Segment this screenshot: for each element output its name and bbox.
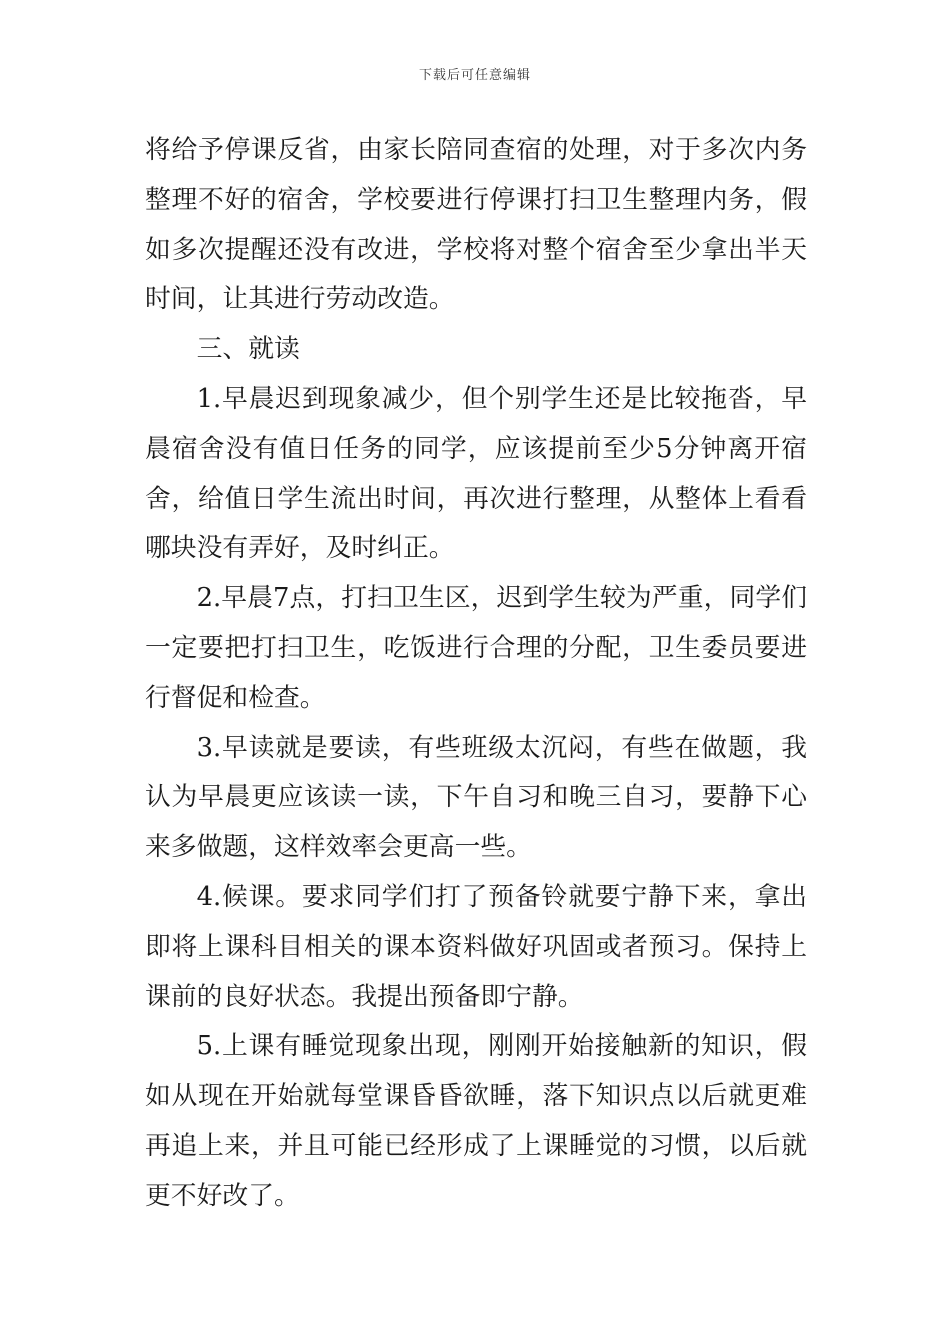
paragraph-item-3: 3.早读就是要读，有些班级太沉闷，有些在做题，我认为早晨更应该读一读，下午自习和晚三自习，要静下心来多做题，这样效率会更高一些。: [145, 732, 807, 863]
document-body: [145, 126, 807, 1222]
paragraph-item-2: 2.早晨7点，打扫卫生区，迟到学生较为严重，同学们一定要把打扫卫生，吃饭进行合理的分配，卫生委员要进行督促和检查。: [145, 583, 807, 713]
paragraph-item-5: 5.上课有睡觉现象出现，刚刚开始接触新的知识，假如从现在开始就每堂课昏昏欲睡，落下知识点以后就更难再追上来，并且可能已经形成了上课睡觉的习惯，以后就更不好改了。: [145, 1031, 807, 1211]
page-header: 下载后可任意编辑: [418, 68, 531, 83]
paragraph-item-1: 1.早晨迟到现象减少，但个别学生还是比较拖沓，早晨宿舍没有值日任务的同学，应该提前至少5分钟离开宿舍，给值日学生流出时间，再次进行整理，从整体上看看哪块没有弄好，及时纠正。: [145, 383, 807, 564]
section-heading: 三、就读: [196, 334, 300, 365]
paragraph-continuation: 将给予停课反省，由家长陪同查宿的处理，对于多次内务整理不好的宿舍，学校要进行停课打扫卫生整理内务，假如多次提醒还没有改进，学校将对整个宿舍至少拿出半天时间，让其进行劳动改造。: [145, 135, 807, 315]
paragraph-item-4: 4.候课。要求同学们打了预备铃就要宁静下来，拿出即将上课科目相关的课本资料做好巩固或者预习。保持上课前的良好状态。我提出预备即宁静。: [145, 881, 807, 1012]
